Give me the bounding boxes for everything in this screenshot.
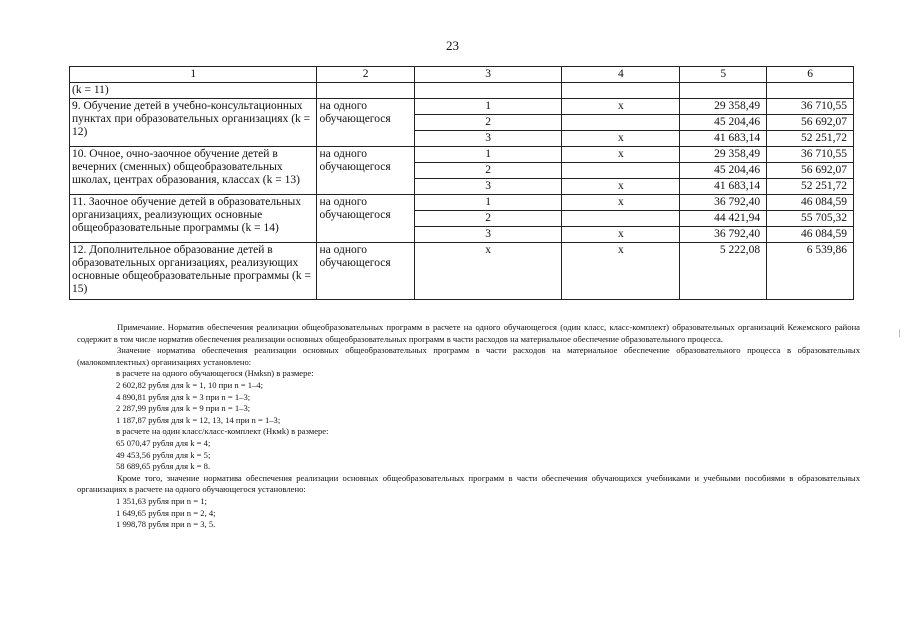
note-paragraph: Примечание. Норматив обеспечения реализации общеобразовательных программ в расчете на одного обучающегося (один класс, класс-комплект) образовательных организаций Кежемского района содержит в том числе норматив обеспечения реализации основных общеобразовательных программ в части расходов на материальное обеспечение образовательного процесса. (77, 322, 860, 344)
value-cell-6: 46 084,59 (767, 195, 854, 211)
unit-cell: на одного обучающегося (317, 243, 414, 300)
n-cell: 1 (414, 147, 561, 163)
program-name-cell: 11. Заочное обучение детей в образовательных организациях, реализующих основные общеобразовательные программы (k = 14) (70, 195, 317, 243)
x-cell: x (562, 131, 680, 147)
unit-cell: на одного обучающегося (317, 99, 414, 147)
x-cell: x (562, 99, 680, 115)
table-row (70, 147, 854, 163)
header-cell-1: 1 (70, 67, 317, 83)
program-name-cell: 9. Обучение детей в учебно-консультационных пунктах при образовательных организациях (k = 12) (70, 99, 317, 147)
value-cell-6: 56 692,07 (767, 115, 854, 131)
n-cell: 3 (414, 131, 561, 147)
empty-cell (767, 83, 854, 99)
normative-table (69, 66, 854, 300)
value-cell-5: 36 792,40 (680, 195, 767, 211)
n-cell: 2 (414, 211, 561, 227)
table-row (70, 195, 854, 211)
x-cell: x (562, 227, 680, 243)
value-cell-6: 6 539,86 (767, 243, 854, 300)
value-cell-5: 44 421,94 (680, 211, 767, 227)
unit-cell: на одного обучающегося (317, 147, 414, 195)
note-line: 1 187,87 рубля для k = 12, 13, 14 при n = 1–3; (116, 414, 281, 425)
note-line: 49 453,56 рубля для k = 5; (116, 449, 211, 460)
value-cell-6: 36 710,55 (767, 147, 854, 163)
value-cell-6: 52 251,72 (767, 179, 854, 195)
value-cell-5: 29 358,49 (680, 99, 767, 115)
value-cell-6: 55 705,32 (767, 211, 854, 227)
value-cell-5: 36 792,40 (680, 227, 767, 243)
n-cell: 2 (414, 115, 561, 131)
x-cell (562, 115, 680, 131)
table-row (70, 243, 854, 300)
x-cell: x (562, 195, 680, 211)
empty-cell (562, 83, 680, 99)
value-cell-5: 45 204,46 (680, 163, 767, 179)
header-cell-4: 4 (562, 67, 680, 83)
value-cell-5: 5 222,08 (680, 243, 767, 300)
empty-cell (317, 83, 414, 99)
value-cell-6: 36 710,55 (767, 99, 854, 115)
x-cell: x (562, 147, 680, 163)
program-name-cell: 10. Очное, очно-заочное обучение детей в вечерних (сменных) общеобразовательных школах, центрах образования, классах (k = 13) (70, 147, 317, 195)
note-line: 2 287,99 рубля для k = 9 при n = 1–3; (116, 403, 251, 414)
n-cell: 3 (414, 227, 561, 243)
note-line: 65 070,47 рубля для k = 4; (116, 437, 211, 448)
table-row (70, 99, 854, 115)
x-cell (562, 163, 680, 179)
table-row-k11 (70, 83, 854, 99)
empty-cell (680, 83, 767, 99)
value-cell-6: 56 692,07 (767, 163, 854, 179)
x-cell: x (562, 179, 680, 195)
value-cell-6: 52 251,72 (767, 131, 854, 147)
n-cell: 3 (414, 179, 561, 195)
x-cell (562, 211, 680, 227)
header-cell-6: 6 (767, 67, 854, 83)
note-line: в расчете на одного обучающегося (Нмksn) в размере: (116, 368, 314, 379)
note-line: 1 649,65 рубля при n = 2, 4; (116, 507, 216, 518)
note-line: 1 351,63 рубля при n = 1; (116, 495, 207, 506)
note-line: в расчете на один класс/класс-комплект (Нкмk) в размере: (116, 426, 329, 437)
note-line: 1 998,78 рубля при n = 3, 5. (116, 519, 216, 530)
value-cell-5: 45 204,46 (680, 115, 767, 131)
x-cell: x (414, 243, 561, 300)
header-cell-3: 3 (414, 67, 561, 83)
unit-cell: на одного обучающегося (317, 195, 414, 243)
value-cell-5: 41 683,14 (680, 179, 767, 195)
n-cell: 1 (414, 195, 561, 211)
value-cell-5: 41 683,14 (680, 131, 767, 147)
program-name-cell: 12. Дополнительное образование детей в образовательных организациях, реализующих основные общеобразовательные программы (k = 15) (70, 243, 317, 300)
header-cell-5: 5 (680, 67, 767, 83)
table-header-row (70, 67, 854, 83)
n-cell: 2 (414, 163, 561, 179)
value-cell-5: 29 358,49 (680, 147, 767, 163)
note-line: 2 602,82 рубля для k = 1, 10 при n = 1–4; (116, 379, 264, 390)
header-cell-2: 2 (317, 67, 414, 83)
note-line: 4 890,81 рубля для k = 3 при n = 1–3; (116, 391, 251, 402)
margin-mark: | (899, 328, 901, 337)
page-number: 23 (446, 38, 459, 53)
continuation-cell: (k = 11) (70, 83, 317, 99)
n-cell: 1 (414, 99, 561, 115)
value-cell-6: 46 084,59 (767, 227, 854, 243)
note-paragraph: Кроме того, значение норматива обеспечения реализации основных общеобразовательных программ в части обеспечения обучающихся учебниками и учебными пособиями в образовательных организациях в расчете на одного обучающегося установлено: (77, 472, 860, 495)
note-line: 58 689,65 рубля для k = 8. (116, 461, 211, 472)
note-paragraph: Значение норматива обеспечения реализации основных общеобразовательных программ в части расходов на материальное обеспечение образовательного процесса в образовательных (малокомплектных) организациях установлено: (77, 345, 860, 367)
empty-cell (414, 83, 561, 99)
notes-section (77, 322, 860, 531)
x-cell: x (562, 243, 680, 300)
